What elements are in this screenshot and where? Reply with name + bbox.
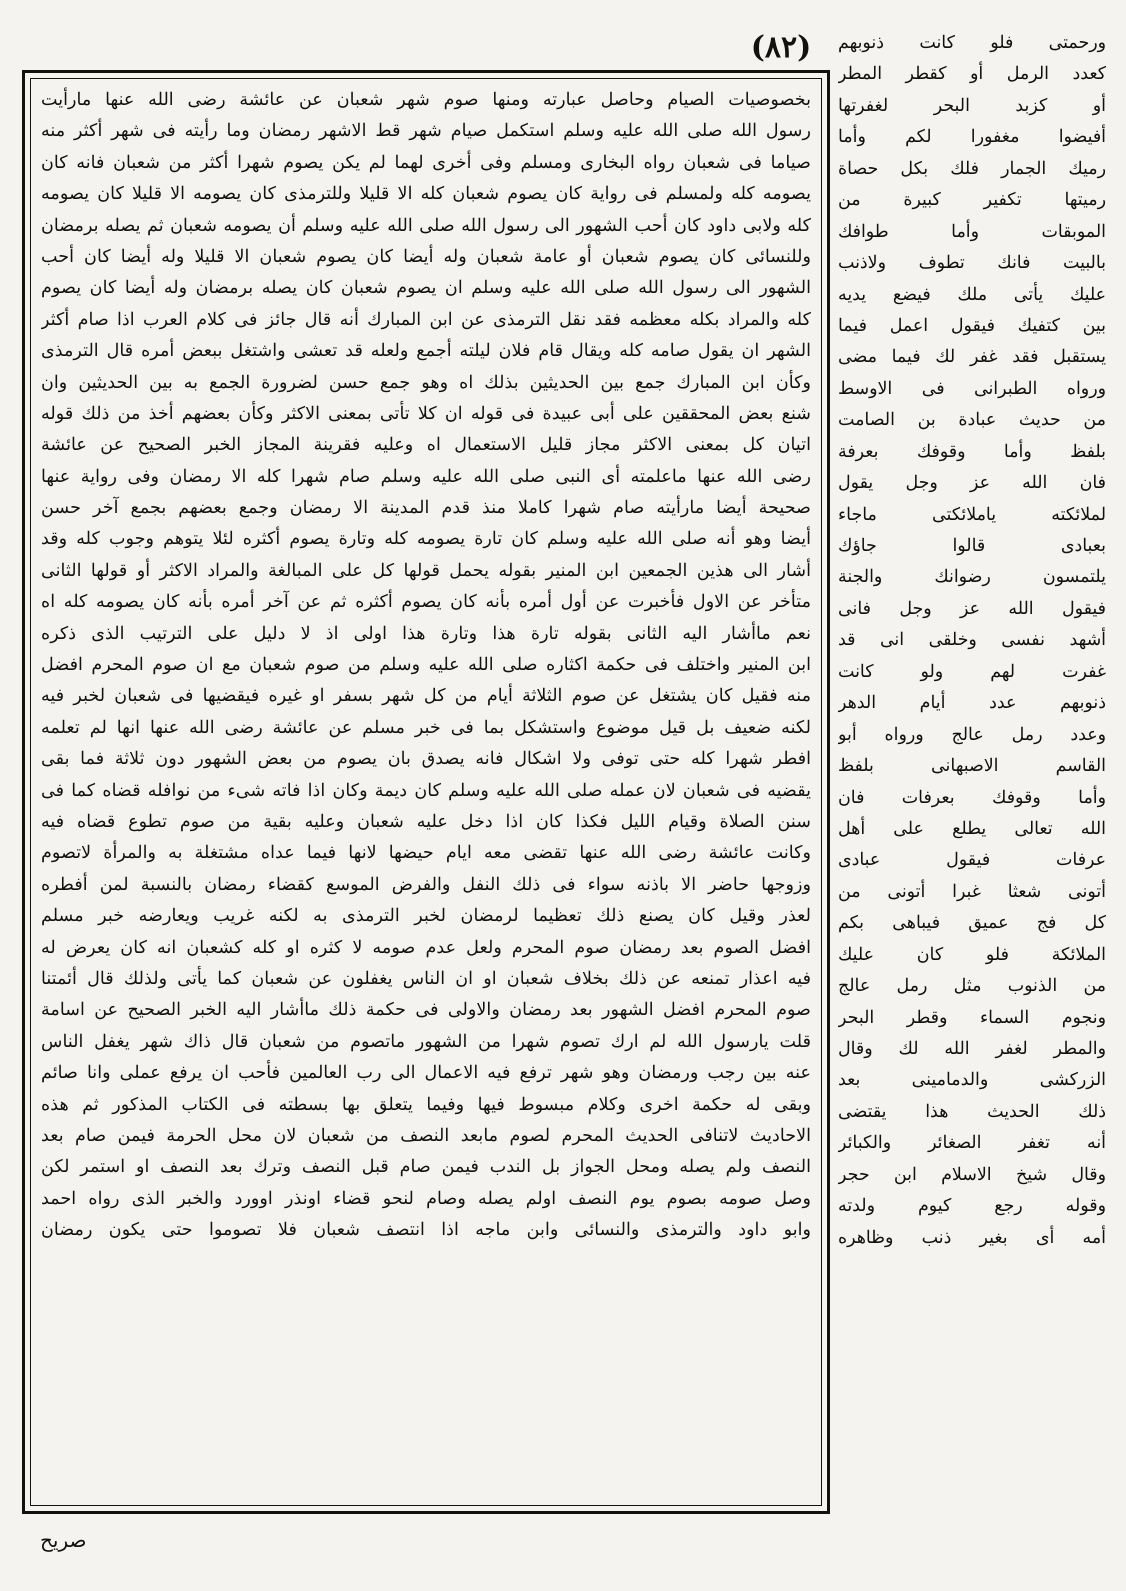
margin-text-line: كل فج عميق فيباهى بكم: [838, 913, 1106, 934]
main-text-frame: [22, 70, 830, 1514]
margin-text-line: أفيضوا مغفورا لكم وأما: [838, 127, 1106, 148]
catchword: صريح: [40, 1528, 87, 1552]
main-text-line: لكنه ضعيف بل قيل موضوع واستشكل بما فى خبر مسلم عن عائشة رضى الله عنها انها لم تعلمه: [41, 717, 811, 738]
margin-text-line: فان الله عز وجل يقول: [838, 473, 1106, 494]
margin-text-line: أمه أى بغير ذنب وظاهره: [838, 1227, 1106, 1248]
margin-text-line: كعدد الرمل أو كقطر المطر: [838, 64, 1106, 85]
margin-text-line: بين كتفيك فيقول اعمل فيما: [838, 315, 1106, 336]
main-text-line: سنن الصلاة وقيام الليل فكذا كان اذا دخل عليه شعبان وعليه بقية من صوم تطوع قضاه فيه: [41, 811, 811, 832]
main-text-line: منه فقيل كان يشتغل عن صوم الثلاثة أيام من كل شهر بسفر او غيره فيقضيها فى شعبان لخبر فيه: [41, 686, 811, 707]
margin-text-line: وقوله رجع كيوم ولدته: [838, 1196, 1106, 1217]
margin-text-line: رميك الجمار فلك بكل حصاة: [838, 158, 1106, 179]
margin-text-line: لملائكته ياملائكتى ماجاء: [838, 504, 1106, 525]
main-text-line: الشهر ان يقول صامه كله ويقال قام فلان ليلته أجمع ولعله قد تعشى واشتغل ببعض أمره قال الترمذى: [41, 341, 811, 362]
margin-text-line: الزركشى والدمامينى بعد: [838, 1070, 1106, 1091]
margin-text-line: بالبيت فانك تطوف ولاذنب: [838, 253, 1106, 274]
main-text-line: رسول الله صلى الله عليه وسلم استكمل صيام شهر قط الاشهر رمضان وما رأيته فى شهر أكثر منه: [41, 121, 811, 142]
main-text-inner-border: [30, 78, 822, 1506]
main-text-line: وكأن ابن المبارك جمع بين الحديثين بذلك اه وهو جمع حسن لضرورة الجمع به بين الحديثين وان: [41, 372, 811, 393]
margin-text-line: وقال شيخ الاسلام ابن حجر: [838, 1164, 1106, 1185]
main-text-line: وزوجها حاضر الا باذنه سواء فى ذلك النفل والفرض الموسع كقضاء رمضان بالنسبة لمن أفطره: [41, 874, 811, 895]
margin-text-line: بلفظ وأما وقوفك بعرفة: [838, 441, 1106, 462]
main-text-line: صحيحة أيضا مارأيته صام شهرا كاملا منذ قدم المدينة الا رمضان وجمع بعضهم بجمع آخر حسن: [41, 498, 811, 519]
main-text-line: يقضيه فى شعبان لان عمله صلى الله عليه وسلم كان ديمة وكان اذا فاته شىء من نوافله قضاه كما فى: [41, 780, 811, 801]
margin-text-line: الله تعالى يطلع على أهل: [838, 818, 1106, 839]
main-text-line: وابو داود والترمذى والنسائى وابن ماجه اذا انتصف شعبان فلا تصوموا حتى يكون رمضان: [41, 1220, 811, 1241]
main-text-line: الاحاديث لاتنافى الحديث المحرم لصوم مابعد النصف من شعبان لان محل الحرمة فيمن صام بعد: [41, 1125, 811, 1146]
margin-text-line: ذلك الحديث هذا يقتضى: [838, 1101, 1106, 1122]
margin-text-line: من حديث عبادة بن الصامت: [838, 410, 1106, 431]
main-text-line: وبقى له حكمة اخرى وكلام مبسوط فيها وفيما يتعلق بها بسطته فى الكتاب المذكور ثم هذه: [41, 1094, 811, 1115]
main-text: [41, 85, 811, 1246]
main-text-line: وللنسائى كان يصوم شعبان أو عامة شعبان وله أيضا كان يصوم شعبان الا قليلا وله أيضا كان أحب: [41, 246, 811, 267]
margin-text-line: والمطر لغفر الله لك وقال: [838, 1039, 1106, 1059]
main-text-line: صياما فى شعبان رواه البخارى ومسلم وفى أخرى لهما لم يكن يصوم شهرا أكثر من شعبان فانه كان: [41, 152, 811, 173]
margin-text-line: عليك يأتى ملك فيضع يديه: [838, 284, 1106, 305]
main-text-line: كله ولابى داود كان أحب الشهور الى رسول الله صلى الله عليه وسلم أن يصومه شعبان ثم يصله برمضان: [41, 215, 811, 236]
margin-text-line: ذنوبهم عدد أيام الدهر: [838, 693, 1106, 714]
margin-text-line: وعدد رمل عالج ورواه أبو: [838, 724, 1106, 745]
margin-text-line: ونجوم السماء وقطر البحر: [838, 1007, 1106, 1028]
margin-text-line: وأما وقوفك بعرفات فان: [838, 787, 1106, 808]
margin-text-line: يلتمسون رضوانك والجنة: [838, 567, 1106, 588]
main-text-line: بخصوصيات الصيام وحاصل عبارته ومنها صوم شهر شعبان عن عائشة رضى الله عنها مارأيت: [41, 90, 811, 110]
main-text-line: شنع بعض المحققين على أبى عبيدة فى قوله ان كلا تأتى بمعنى الاكثر وكأن بعضهم أخذ من ذلك قوله: [41, 403, 811, 424]
main-text-line: رضى الله عنها ماعلمته أى النبى صلى الله عليه وسلم صام شهرا كله الا رمضان وفى رواية عنها: [41, 466, 811, 487]
main-text-line: النصف ولم يصله ومحل الجواز بل الندب فيمن صام قبل النصف وترك بعد النصف او استمر لكن: [41, 1157, 811, 1178]
margin-text-line: عرفات فيقول عبادى: [838, 850, 1106, 871]
margin-text-line: ورحمتى فلو كانت ذنوبهم: [838, 33, 1106, 53]
main-text-line: لعذر وقيل كان يصنع ذلك تعظيما لرمضان لخبر الترمذى به لكنه غريب ويعارضه خبر مسلم: [41, 906, 811, 927]
margin-text-line: أنه تغفر الصغائر والكبائر: [838, 1133, 1106, 1154]
margin-text-line: فيقول الله عز وجل فانى: [838, 598, 1106, 619]
main-text-line: افضل الصوم بعد رمضان صوم المحرم ولعل عدم صومه لا كثره او كله كشعبان انه كان يعرض له: [41, 937, 811, 958]
main-text-line: فيه اعذار تمنعه عن ذلك بخلاف شعبان او ان الناس يغفلون عن شعبان كما يأتى ولذلك قال أئمتنا: [41, 968, 811, 989]
page-number: (۸۲): [750, 30, 812, 65]
margin-commentary: [838, 28, 1106, 1508]
margin-text-line: الموبقات وأما طوافك: [838, 221, 1106, 242]
main-text-line: افطر شهرا كله حتى توفى ولا اشكال فانه يصدق بان يصوم من بعض الشهور دون ثلاثة فما بقى: [41, 749, 811, 770]
main-text-line: ابن المنير واختلف فى حكمة اكثاره صلى الله عليه وسلم من صوم شعبان مع ان صوم المحرم افضل: [41, 655, 811, 676]
main-text-line: كله والمراد بكله معظمه فقد نقل الترمذى عن ابن المبارك أنه قال جائز فى كلام العرب اذا صام أكثر: [41, 309, 811, 330]
margin-text-line: رميتها تكفير كبيرة من: [838, 190, 1106, 211]
margin-text-line: من الذنوب مثل رمل عالج: [838, 976, 1106, 997]
main-text-line: متأخر عن الاول فأخبرت عن أول أمره بأنه كان يصوم أكثره ثم عن آخر أمره بأنه كان يصومه كله اه: [41, 592, 811, 613]
main-text-line: قلت يارسول الله لم ارك تصوم شهرا من الشهور ماتصوم من شعبان قال ذاك شهر يغفل الناس: [41, 1031, 811, 1052]
margin-text-line: أتونى شعثا غبرا أتونى من: [838, 881, 1106, 902]
main-text-line: وصل صومه بصوم يوم النصف اولم يصله وصام لنحو قضاء اونذر اوورد والخبر الذى رواه احمد: [41, 1188, 811, 1209]
margin-text-line: ورواه الطبرانى فى الاوسط: [838, 378, 1106, 399]
margin-text-line: غفرت لهم ولو كانت: [838, 661, 1106, 682]
main-text-line: عنه بين رجب ورمضان وهو شهر ترفع فيه الاعمال الى رب العالمين فأحب ان يرفع عملى وانا صائم: [41, 1063, 811, 1084]
margin-text-line: أو كزبد البحر لغفرتها: [838, 95, 1106, 116]
main-text-line: وكانت عائشة رضى الله عنها تقضى معه ايام حيضها لانها فيما عداه مشتغلة به والمرأة لاتصوم: [41, 843, 811, 864]
margin-text-line: يستقبل فقد غفر لك فيما مضى: [838, 347, 1106, 368]
main-text-line: نعم ماأشار اليه الثانى بقوله تارة هذا وتارة هذا اولى اذ لا دليل على الترتيب الذى ذكره: [41, 623, 811, 644]
main-text-line: أيضا وهو أنه صلى الله عليه وسلم كان تارة يصومه كله وتارة يصوم أكثره لئلا يتوهم وجوب كله وقد: [41, 529, 811, 550]
margin-text-line: بعبادى قالوا جاؤك: [838, 536, 1106, 556]
main-text-line: الشهور الى رسول الله صلى الله عليه وسلم ان يصوم شعبان كان يصله برمضان وله أيضا كان يصوم: [41, 278, 811, 299]
main-text-line: يصومه كله ولمسلم فى رواية كان يصوم شعبان كله الا قليلا وللترمذى كان يصومه الا قليلا كان يصومه: [41, 184, 811, 205]
main-text-line: صوم المحرم افضل الشهور بعد رمضان والاولى فى حكمة ذلك ماأشار اليه الخبر الصحيح عن اسامة: [41, 1000, 811, 1021]
main-text-line: أشار الى هذين الجمعين ابن المنير بقوله يحمل قولها كل على المبالغة والمراد الاكثر أو قولها الثانى: [41, 560, 811, 581]
margin-text-line: القاسم الاصبهانى بلفظ: [838, 756, 1106, 777]
main-text-line: اتيان كل بمعنى الاكثر مجاز قليل الاستعمال اه وعليه فقرينة المجاز الخبر الصحيح عن عائشة: [41, 435, 811, 456]
margin-text-line: الملائكة فلو كان عليك: [838, 944, 1106, 965]
margin-text-line: أشهد نفسى وخلقى انى قد: [838, 630, 1106, 651]
